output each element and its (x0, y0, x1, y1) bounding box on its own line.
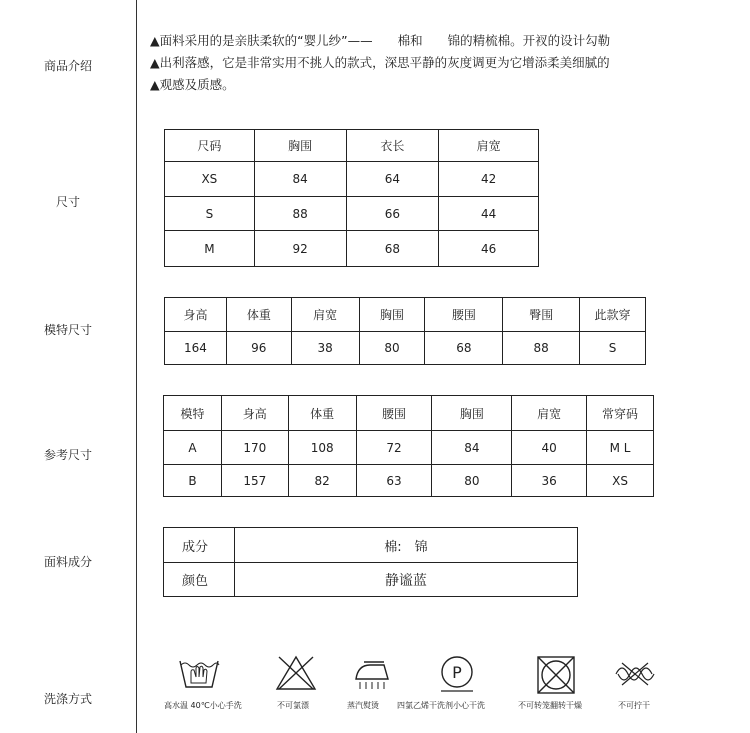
table-row (165, 197, 539, 231)
composition-label: 成分 (164, 528, 235, 563)
header-cell: 肩宽 (291, 298, 359, 332)
table-cell: S (165, 197, 255, 231)
label-washing: 洗涤方式 (43, 692, 92, 706)
label-fabric: 面料成分 (43, 555, 92, 569)
color-label: 颜色 (164, 563, 235, 597)
intro-line: ▲出利落感，它是非常实用不挑人的款式，深思平静的灰度调更为它增添柔美细腻的 (150, 55, 610, 70)
header-cell: 尺码 (165, 130, 255, 162)
composition-value: 棉: 锦 (234, 528, 577, 563)
table-header-row (165, 298, 646, 332)
table-cell: XS (165, 162, 255, 197)
header-cell: 体重 (226, 298, 291, 332)
no-bleach-icon (275, 655, 317, 691)
table-cell: 108 (288, 431, 356, 465)
header-cell: 胸围 (432, 396, 512, 431)
table-cell: B (164, 465, 222, 497)
table-cell: XS (587, 465, 654, 497)
no-wring-icon (614, 660, 656, 688)
table-cell: 68 (425, 332, 503, 365)
reference-size-table (163, 395, 654, 497)
header-cell: 身高 (221, 396, 288, 431)
wash-caption: 四氯乙烯干洗剂小心干洗 (397, 701, 485, 710)
table-cell: 46 (439, 231, 539, 267)
label-reference-size: 参考尺寸 (43, 448, 92, 462)
header-cell: 身高 (165, 298, 227, 332)
intro-line: ▲观感及质感。 (150, 77, 235, 92)
vertical-divider (136, 0, 137, 733)
steam-iron-icon (350, 655, 394, 691)
table-cell: 44 (439, 197, 539, 231)
table-cell: 80 (359, 332, 425, 365)
table-row (165, 332, 646, 365)
table-cell: 80 (432, 465, 512, 497)
table-row (164, 563, 578, 597)
table-row (164, 528, 578, 563)
intro-line: ▲面料采用的是亲肤柔软的“婴儿纱”—— 棉和 锦的精梳棉。开衩的设计勾勒 (150, 33, 611, 48)
header-cell: 模特 (164, 396, 222, 431)
table-cell: 42 (439, 162, 539, 197)
table-cell: 88 (254, 197, 346, 231)
svg-text:P: P (452, 663, 462, 682)
wash-caption: 蒸汽熨烫 (347, 701, 379, 710)
no-tumble-dry-icon (536, 655, 576, 695)
hand-wash-40-icon (178, 655, 220, 691)
table-cell: 40 (512, 431, 587, 465)
color-value: 静谧蓝 (234, 563, 577, 597)
header-cell: 肩宽 (512, 396, 587, 431)
table-row (165, 162, 539, 197)
product-intro (150, 30, 740, 96)
table-cell: 64 (346, 162, 439, 197)
table-cell: 84 (254, 162, 346, 197)
table-row (164, 465, 654, 497)
table-cell: 92 (254, 231, 346, 267)
label-intro: 商品介绍 (43, 59, 92, 73)
table-header-row (165, 130, 539, 162)
table-cell: 72 (356, 431, 432, 465)
table-cell: 84 (432, 431, 512, 465)
model-size-table (164, 297, 646, 365)
fabric-table (163, 527, 578, 597)
table-cell: 63 (356, 465, 432, 497)
table-cell: 36 (512, 465, 587, 497)
wash-caption: 不可转笼翻转干燥 (518, 701, 582, 710)
header-cell: 胸围 (254, 130, 346, 162)
table-cell: 157 (221, 465, 288, 497)
table-cell: 96 (226, 332, 291, 365)
header-cell: 衣长 (346, 130, 439, 162)
wash-caption: 不可氯漂 (277, 701, 309, 710)
table-cell: A (164, 431, 222, 465)
table-row (164, 431, 654, 465)
header-cell: 常穿码 (587, 396, 654, 431)
table-cell: 170 (221, 431, 288, 465)
table-header-row (164, 396, 654, 431)
table-cell: 82 (288, 465, 356, 497)
header-cell: 臀围 (503, 298, 580, 332)
label-model-size: 模特尺寸 (43, 323, 92, 337)
table-row (165, 231, 539, 267)
wash-caption: 不可拧干 (618, 701, 650, 710)
header-cell: 胸围 (359, 298, 425, 332)
label-size: 尺寸 (55, 195, 80, 209)
wash-caption: 高水温 40℃小心手洗 (164, 701, 242, 710)
size-table (164, 129, 539, 267)
table-cell: 164 (165, 332, 227, 365)
table-cell: M (165, 231, 255, 267)
header-cell: 体重 (288, 396, 356, 431)
header-cell: 此款穿 (580, 298, 646, 332)
table-cell: 68 (346, 231, 439, 267)
header-cell: 腰围 (356, 396, 432, 431)
table-cell: 38 (291, 332, 359, 365)
table-cell: 66 (346, 197, 439, 231)
table-cell: M L (587, 431, 654, 465)
table-cell: S (580, 332, 646, 365)
dry-clean-p-icon (437, 655, 477, 695)
header-cell: 肩宽 (439, 130, 539, 162)
header-cell: 腰围 (425, 298, 503, 332)
table-cell: 88 (503, 332, 580, 365)
